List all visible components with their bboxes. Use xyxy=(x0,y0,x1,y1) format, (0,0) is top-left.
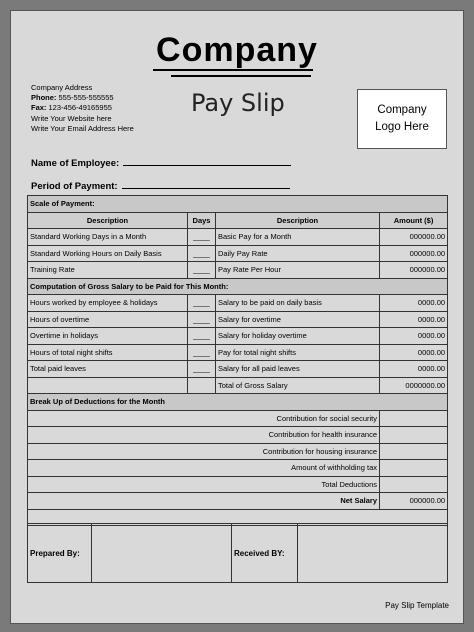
net-salary-label: Net Salary xyxy=(28,493,380,510)
row-desc2: Daily Pay Rate xyxy=(216,245,380,262)
row-desc2: Pay Rate Per Hour xyxy=(216,262,380,279)
prepared-by-field[interactable] xyxy=(92,524,232,583)
row-amount[interactable]: 000000.00 xyxy=(380,245,448,262)
table-row xyxy=(28,311,448,328)
row-desc: Hours of overtime xyxy=(28,311,188,328)
company-name: Company xyxy=(156,31,318,69)
table-row xyxy=(28,262,448,279)
employee-name-line[interactable] xyxy=(123,156,291,166)
scale-section-header: Scale of Payment: xyxy=(28,196,448,213)
row-days[interactable]: ____ xyxy=(188,328,216,345)
row-days xyxy=(188,377,216,394)
row-desc2: Salary for overtime xyxy=(216,311,380,328)
row-desc: Hours of total night shifts xyxy=(28,344,188,361)
row-amount[interactable]: 000000.00 xyxy=(380,229,448,246)
period-field[interactable] xyxy=(31,179,290,192)
document-title: Pay Slip xyxy=(191,89,285,117)
company-underline-2 xyxy=(171,75,311,77)
pay-slip-sheet xyxy=(10,10,464,624)
row-days[interactable]: ____ xyxy=(188,361,216,378)
row-amount[interactable]: 0000.00 xyxy=(380,344,448,361)
row-desc: Standard Working Days in a Month xyxy=(28,229,188,246)
deductions-section-header: Break Up of Deductions for the Month xyxy=(28,394,448,411)
prepared-by-label: Prepared By: xyxy=(28,524,92,583)
phone-label: Phone: xyxy=(31,93,57,103)
company-address-block xyxy=(31,83,134,134)
deduction-amount[interactable] xyxy=(380,460,448,477)
row-desc: Hours worked by employee & holidays xyxy=(28,295,188,312)
row-desc2: Salary for holiday overtime xyxy=(216,328,380,345)
logo-line1: Company xyxy=(377,104,427,116)
gross-section-header: Computation of Gross Salary to be Paid for This Month: xyxy=(28,278,448,295)
table-row xyxy=(28,493,448,510)
row-days[interactable]: ____ xyxy=(188,245,216,262)
logo-line2: Logo Here xyxy=(375,121,429,133)
table-row xyxy=(28,377,448,394)
row-amount[interactable]: 0000.00 xyxy=(380,295,448,312)
row-amount[interactable]: 0000.00 xyxy=(380,311,448,328)
deduction-label: Contribution for social security xyxy=(28,410,380,427)
row-desc: Overtime in holidays xyxy=(28,328,188,345)
net-salary-amount[interactable]: 000000.00 xyxy=(380,493,448,510)
period-label: Period of Payment: xyxy=(31,181,118,192)
row-desc2: Salary for all paid leaves xyxy=(216,361,380,378)
row-desc xyxy=(28,377,188,394)
gross-total-label: Total of Gross Salary xyxy=(216,377,380,394)
table-row xyxy=(28,427,448,444)
fax-label: Fax: xyxy=(31,103,47,113)
row-days[interactable]: ____ xyxy=(188,344,216,361)
table-row xyxy=(28,443,448,460)
row-desc: Total paid leaves xyxy=(28,361,188,378)
row-amount[interactable]: 000000.00 xyxy=(380,262,448,279)
email-line: Write Your Email Address Here xyxy=(31,123,134,133)
deduction-label: Total Deductions xyxy=(28,476,380,493)
address-line: Company Address xyxy=(31,83,93,92)
row-desc: Training Rate xyxy=(28,262,188,279)
deduction-label: Contribution for health insurance xyxy=(28,427,380,444)
received-by-field[interactable] xyxy=(298,524,448,583)
row-desc2: Basic Pay for a Month xyxy=(216,229,380,246)
deduction-label: Amount of withholding tax xyxy=(28,460,380,477)
table-row xyxy=(28,229,448,246)
col-description-2: Description xyxy=(216,212,380,229)
period-line[interactable] xyxy=(122,179,290,189)
fax-value: 123-456-49165955 xyxy=(48,103,112,113)
table-row xyxy=(28,328,448,345)
table-row xyxy=(28,361,448,378)
website-line: Write Your Website here xyxy=(31,113,112,123)
footer-caption: Pay Slip Template xyxy=(385,601,449,610)
col-amount: Amount ($) xyxy=(380,212,448,229)
deduction-amount[interactable] xyxy=(380,476,448,493)
table-row xyxy=(28,460,448,477)
row-amount[interactable]: 0000.00 xyxy=(380,361,448,378)
col-description: Description xyxy=(28,212,188,229)
row-desc: Standard Working Hours on Daily Basis xyxy=(28,245,188,262)
phone-value: 555-555-555555 xyxy=(58,93,114,103)
employee-name-field[interactable] xyxy=(31,156,291,169)
deduction-amount[interactable] xyxy=(380,410,448,427)
row-desc2: Pay for total night shifts xyxy=(216,344,380,361)
table-row xyxy=(28,344,448,361)
table-row xyxy=(28,410,448,427)
row-amount[interactable]: 0000.00 xyxy=(380,328,448,345)
gross-total-amount[interactable]: 0000000.00 xyxy=(380,377,448,394)
deduction-label: Contribution for housing insurance xyxy=(28,443,380,460)
company-underline xyxy=(153,69,313,71)
table-row xyxy=(28,476,448,493)
row-desc2: Salary to be paid on daily basis xyxy=(216,295,380,312)
deduction-amount[interactable] xyxy=(380,443,448,460)
row-days[interactable]: ____ xyxy=(188,295,216,312)
row-days[interactable]: ____ xyxy=(188,311,216,328)
deduction-amount[interactable] xyxy=(380,427,448,444)
employee-name-label: Name of Employee: xyxy=(31,158,120,169)
table-row xyxy=(28,295,448,312)
logo-placeholder xyxy=(357,89,447,149)
col-days: Days xyxy=(188,212,216,229)
row-days[interactable]: ____ xyxy=(188,229,216,246)
row-days[interactable]: ____ xyxy=(188,262,216,279)
received-by-label: Received BY: xyxy=(232,524,298,583)
table-row xyxy=(28,245,448,262)
pay-table xyxy=(27,195,447,526)
signature-section xyxy=(27,523,447,583)
